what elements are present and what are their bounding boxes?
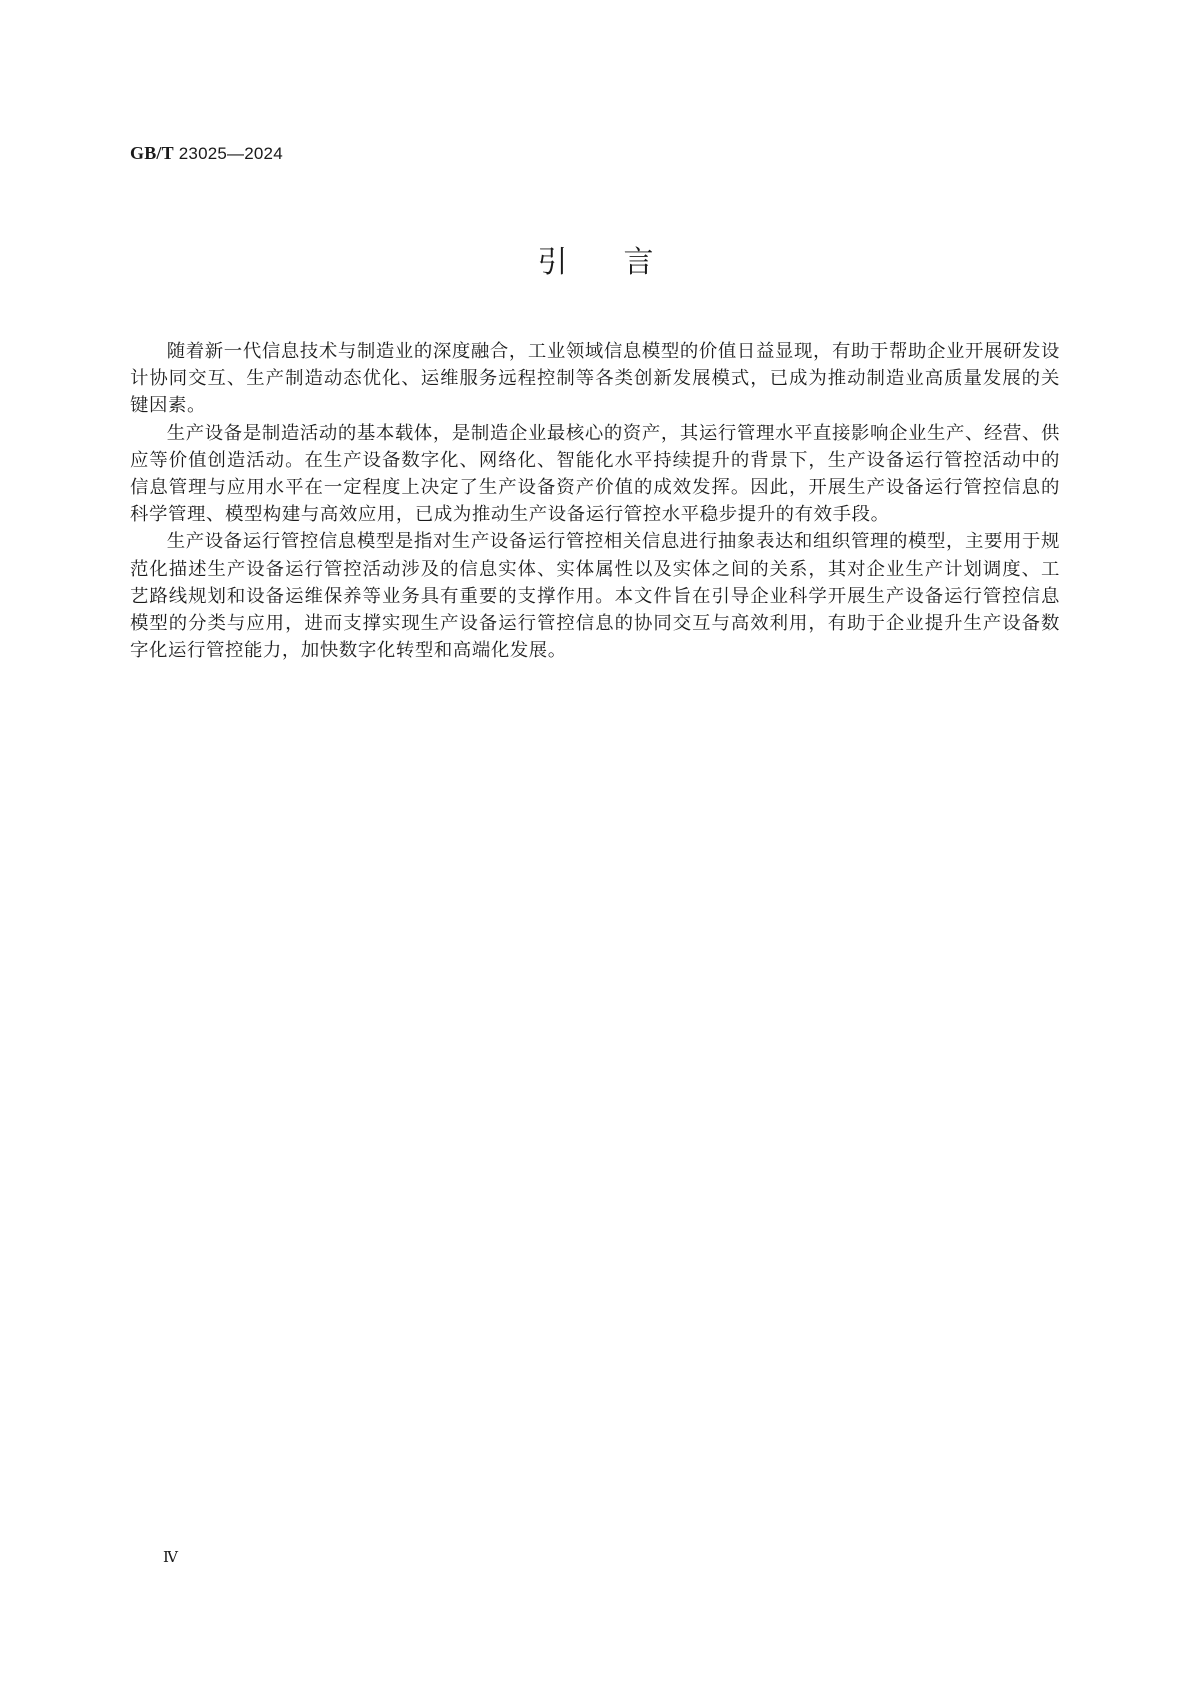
paragraph-2: 生产设备是制造活动的基本载体，是制造企业最核心的资产，其运行管理水平直接影响企业生产、经营、供应等价值创造活动。在生产设备数字化、网络化、智能化水平持续提升的背景下，生产设备运行管控活动中的信息管理与应用水平在一定程度上决定了生产设备资产价值的成效发挥。因此，开展生产设备运行管控信息的科学管理、模型构建与高效应用，已成为推动生产设备运行管控水平稳步提升的有效手段。: [130, 422, 1060, 526]
standard-number: 23025—2024: [178, 144, 283, 163]
paragraph-3: 生产设备运行管控信息模型是指对生产设备运行管控相关信息进行抽象表达和组织管理的模型，主要用于规范化描述生产设备运行管控活动涉及的信息实体、实体属性以及实体之间的关系，其对企业生产计划调度、工艺路线规划和设备运维保养等业务具有重要的支撑作用。本文件旨在引导企业科学开展生产设备运行管控信息模型的分类与应用，进而支撑实现生产设备运行管控信息的协同交互与高效利用，有助于企业提升生产设备数字化运行管控能力，加快数字化转型和高端化发展。: [130, 531, 1060, 662]
standard-code: [130, 143, 283, 164]
standard-prefix: GB/T: [130, 143, 174, 163]
paragraph-1: 随着新一代信息技术与制造业的深度融合，工业领域信息模型的价值日益显现，有助于帮助企业开展研发设计协同交互、生产制造动态优化、运维服务远程控制等各类创新发展模式，已成为推动制造业高质量发展的关键因素。: [130, 341, 1060, 417]
page-number: Ⅳ: [163, 1548, 178, 1566]
introduction-body: [130, 338, 1060, 664]
page-title: 引言: [537, 245, 710, 280]
